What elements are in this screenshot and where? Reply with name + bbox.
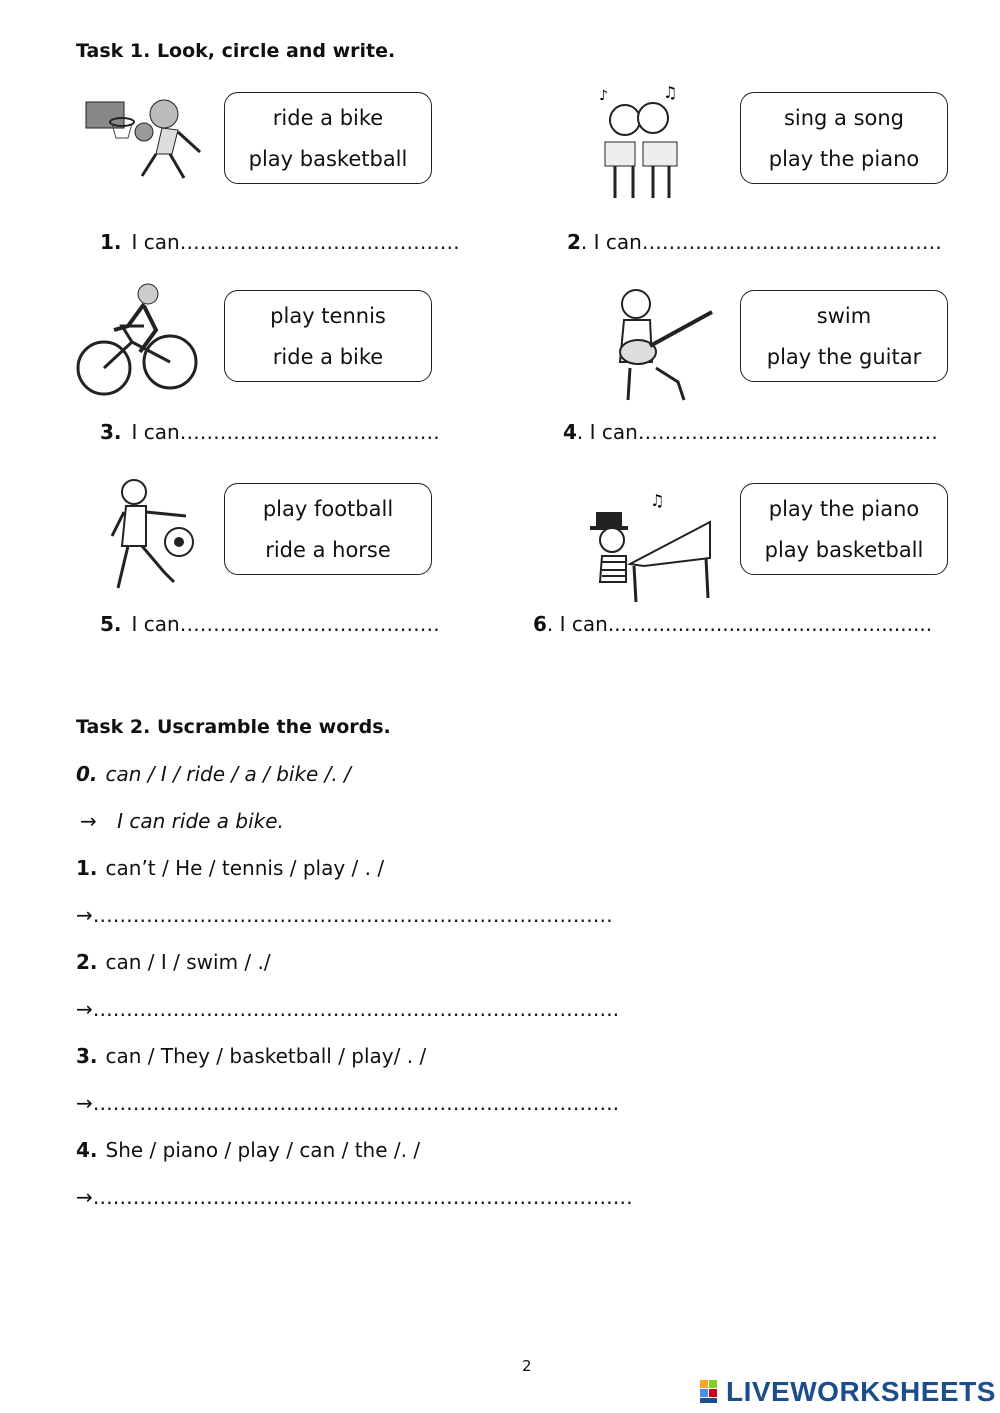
item-number-2: 2 xyxy=(567,230,581,254)
option-1a[interactable]: ride a bike xyxy=(272,105,384,130)
option-1b[interactable]: play basketball xyxy=(248,146,408,171)
example-answer: → I can ride a bike. xyxy=(80,809,284,833)
question-1: 1. can’t / He / tennis / play / . / xyxy=(76,856,385,880)
task1-title: Task 1. Look, circle and write. xyxy=(76,40,396,62)
answer-line-3[interactable]: 3. I can………………………………… xyxy=(100,420,440,444)
guitar-player-picture xyxy=(600,282,720,404)
option-6a[interactable]: play the piano xyxy=(768,496,920,521)
item-number-5: 5. xyxy=(100,612,122,636)
logo-text: LIVEWORKSHEETS xyxy=(726,1376,996,1407)
option-4b[interactable]: play the guitar xyxy=(766,344,922,369)
question-number-4: 4. xyxy=(76,1138,98,1162)
example-number: 0. xyxy=(76,762,98,786)
arrow-icon: → xyxy=(80,809,97,833)
option-5b[interactable]: ride a horse xyxy=(265,537,391,562)
svg-text:♪: ♪ xyxy=(599,88,608,104)
option-5a[interactable]: play football xyxy=(262,496,394,521)
liveworksheets-logo-icon xyxy=(700,1380,726,1404)
answer-line-2[interactable]: 2. I can……………………………………… xyxy=(567,230,942,254)
task2-title: Task 2. Uscramble the words. xyxy=(76,716,391,738)
options-box-4 xyxy=(740,290,948,382)
option-2b[interactable]: play the piano xyxy=(768,146,920,171)
question-number-3: 3. xyxy=(76,1044,98,1068)
question-number-2: 2. xyxy=(76,950,98,974)
option-3a[interactable]: play tennis xyxy=(270,303,386,328)
option-3b[interactable]: ride a bike xyxy=(272,344,384,369)
options-box-2 xyxy=(740,92,948,184)
options-box-1 xyxy=(224,92,432,184)
item-number-3: 3. xyxy=(100,420,122,444)
answer-row-4[interactable]: →……………………………………………………………………… xyxy=(76,1185,633,1209)
football-player-picture xyxy=(104,476,196,600)
question-4: 4. She / piano / play / can / the /. / xyxy=(76,1138,421,1162)
item-number-1: 1. xyxy=(100,230,122,254)
question-2: 2. can / I / swim / ./ xyxy=(76,950,271,974)
svg-text:♫: ♫ xyxy=(650,491,665,510)
liveworksheets-logo[interactable] xyxy=(700,1376,996,1408)
options-box-6 xyxy=(740,483,948,575)
answer-row-3[interactable]: →……………………………………………………………………. xyxy=(76,1091,620,1115)
option-2a[interactable]: sing a song xyxy=(783,105,905,130)
cyclist-picture xyxy=(74,282,198,400)
answer-line-4[interactable]: 4. I can……………………………………… xyxy=(563,420,938,444)
singing-children-picture xyxy=(593,82,698,204)
answer-line-1[interactable]: 1. I can…………………………………… xyxy=(100,230,460,254)
answer-row-1[interactable]: →…………………………………………………………………… xyxy=(76,903,613,927)
answer-line-5[interactable]: 5. I can………………………………… xyxy=(100,612,440,636)
option-4a[interactable]: swim xyxy=(816,303,872,328)
piano-player-picture xyxy=(586,486,718,608)
arrow-icon: → xyxy=(76,903,93,927)
page-number: 2 xyxy=(522,1357,532,1375)
options-box-5 xyxy=(224,483,432,575)
item-number-6: 6 xyxy=(533,612,547,636)
example-question: 0. can / I / ride / a / bike /. / xyxy=(76,762,351,786)
arrow-icon: → xyxy=(76,997,93,1021)
question-number-1: 1. xyxy=(76,856,98,880)
svg-text:♫: ♫ xyxy=(663,83,678,102)
arrow-icon: → xyxy=(76,1091,93,1115)
arrow-icon: → xyxy=(76,1185,93,1209)
item-number-4: 4 xyxy=(563,420,577,444)
basketball-player-picture xyxy=(82,92,214,184)
option-6b[interactable]: play basketball xyxy=(764,537,924,562)
answer-line-6[interactable]: 6. I can................................................... xyxy=(533,612,933,636)
question-3: 3. can / They / basketball / play/ . / xyxy=(76,1044,427,1068)
options-box-3 xyxy=(224,290,432,382)
answer-row-2[interactable]: →……………………………………………………………………. xyxy=(76,997,620,1021)
